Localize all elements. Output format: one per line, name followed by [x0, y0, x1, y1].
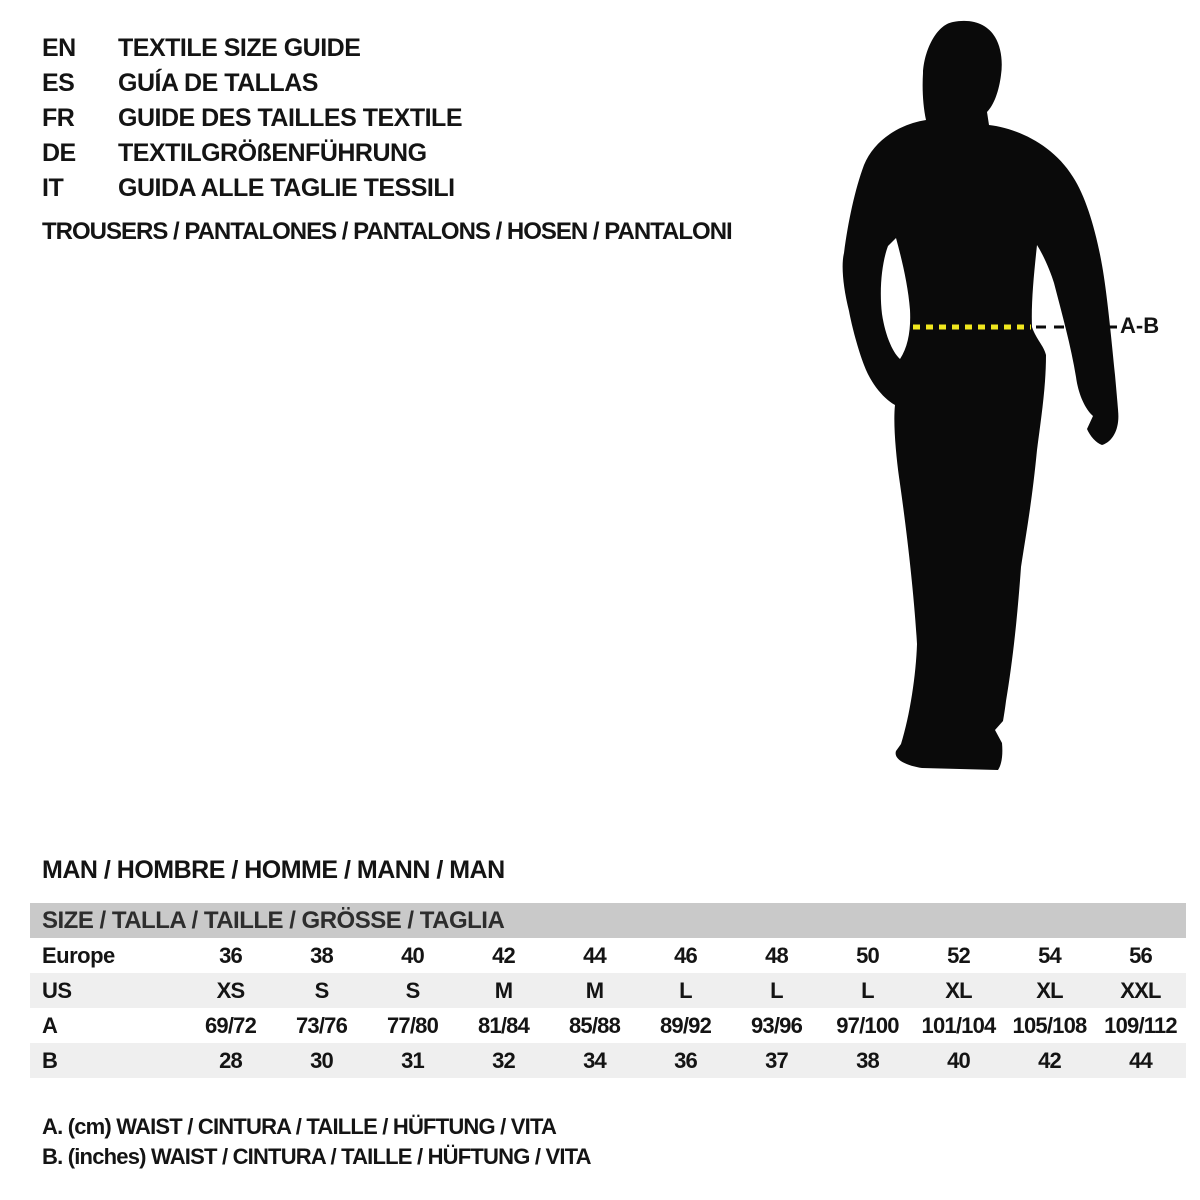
waist-measure-label: A-B [1120, 313, 1160, 338]
language-code: EN [42, 34, 76, 62]
language-code: DE [42, 139, 76, 167]
language-row [42, 171, 462, 206]
table-row-us [30, 973, 1186, 1008]
size-cell: 54 [1038, 942, 1061, 968]
language-title: GUIDE DES TAILLES TEXTILE [118, 104, 463, 132]
figure-wrap [830, 15, 1170, 790]
size-cell: 85/88 [568, 1012, 621, 1038]
table-row-b-inches [30, 1043, 1186, 1078]
size-cell: 40 [947, 1047, 970, 1073]
size-cell: XL [945, 977, 972, 1003]
size-cell: 36 [219, 942, 242, 968]
size-cell: 109/112 [1104, 1012, 1177, 1038]
table-row-a-cm [30, 1008, 1186, 1043]
size-cell: 73/76 [295, 1012, 348, 1038]
language-title: TEXTILE SIZE GUIDE [118, 34, 361, 62]
size-cell: L [679, 977, 692, 1003]
language-code: ES [42, 69, 75, 97]
size-table-header: SIZE / TALLA / TAILLE / GRÖSSE / TAGLIA [30, 903, 1186, 938]
language-title: GUIDA ALLE TAGLIE TESSILI [118, 174, 455, 202]
size-cell: XXL [1120, 977, 1161, 1003]
language-title-list [42, 31, 462, 206]
row-label: A [42, 1012, 58, 1038]
language-title: GUÍA DE TALLAS [118, 69, 318, 97]
note-a-cm: A. (cm) WAIST / CINTURA / TAILLE / HÜFTUNG / VITA [42, 1114, 557, 1139]
language-row [42, 66, 462, 101]
size-cell: 28 [219, 1047, 242, 1073]
size-cell: 93/96 [750, 1012, 803, 1038]
size-cell: M [585, 977, 604, 1003]
size-cell: 38 [856, 1047, 879, 1073]
language-code: IT [42, 174, 64, 202]
size-cell: 52 [947, 942, 970, 968]
size-cell: 77/80 [386, 1012, 439, 1038]
size-cell: 42 [1038, 1047, 1061, 1073]
language-row [42, 31, 462, 66]
size-cell: 48 [765, 942, 788, 968]
section-heading-man: MAN / HOMBRE / HOMME / MANN / MAN [42, 856, 505, 884]
size-cell: 38 [310, 942, 333, 968]
size-cell: S [314, 977, 329, 1003]
measurement-notes [42, 1112, 591, 1172]
language-code: FR [42, 104, 75, 132]
size-cell: S [405, 977, 420, 1003]
size-cell: 44 [1129, 1047, 1152, 1073]
size-cell: 81/84 [477, 1012, 530, 1038]
size-cell: 46 [674, 942, 697, 968]
size-cell: 30 [310, 1047, 333, 1073]
size-cell: 44 [583, 942, 606, 968]
row-label: Europe [42, 942, 115, 968]
size-cell: 101/104 [921, 1012, 996, 1038]
size-cell: 56 [1129, 942, 1152, 968]
size-cell: 97/100 [836, 1012, 899, 1038]
size-cell: 31 [401, 1047, 424, 1073]
size-cell: XS [216, 977, 245, 1003]
size-cell: 32 [492, 1047, 515, 1073]
row-label: US [42, 977, 72, 1003]
size-cell: 42 [492, 942, 515, 968]
size-cell: 89/92 [659, 1012, 712, 1038]
size-cell: 37 [765, 1047, 788, 1073]
note-b-inches: B. (inches) WAIST / CINTURA / TAILLE / HÜFTUNG / VITA [42, 1144, 591, 1169]
language-row [42, 101, 462, 136]
size-cell: 36 [674, 1047, 697, 1073]
size-cell: M [494, 977, 513, 1003]
product-types-heading: TROUSERS / PANTALONES / PANTALONS / HOSEN / PANTALONI [42, 218, 732, 245]
language-title: TEXTILGRÖßENFÜHRUNG [118, 139, 427, 167]
table-row-europe [30, 938, 1186, 973]
size-cell: 50 [856, 942, 879, 968]
size-cell: 105/108 [1012, 1012, 1087, 1038]
size-cell: L [861, 977, 874, 1003]
row-label: B [42, 1047, 58, 1073]
size-cell: 69/72 [204, 1012, 257, 1038]
man-silhouette-figure [843, 21, 1119, 770]
size-cell: 34 [583, 1047, 606, 1073]
size-cell: XL [1036, 977, 1063, 1003]
language-row [42, 136, 462, 171]
size-cell: L [770, 977, 783, 1003]
size-cell: 40 [401, 942, 424, 968]
size-table [30, 903, 1186, 1078]
